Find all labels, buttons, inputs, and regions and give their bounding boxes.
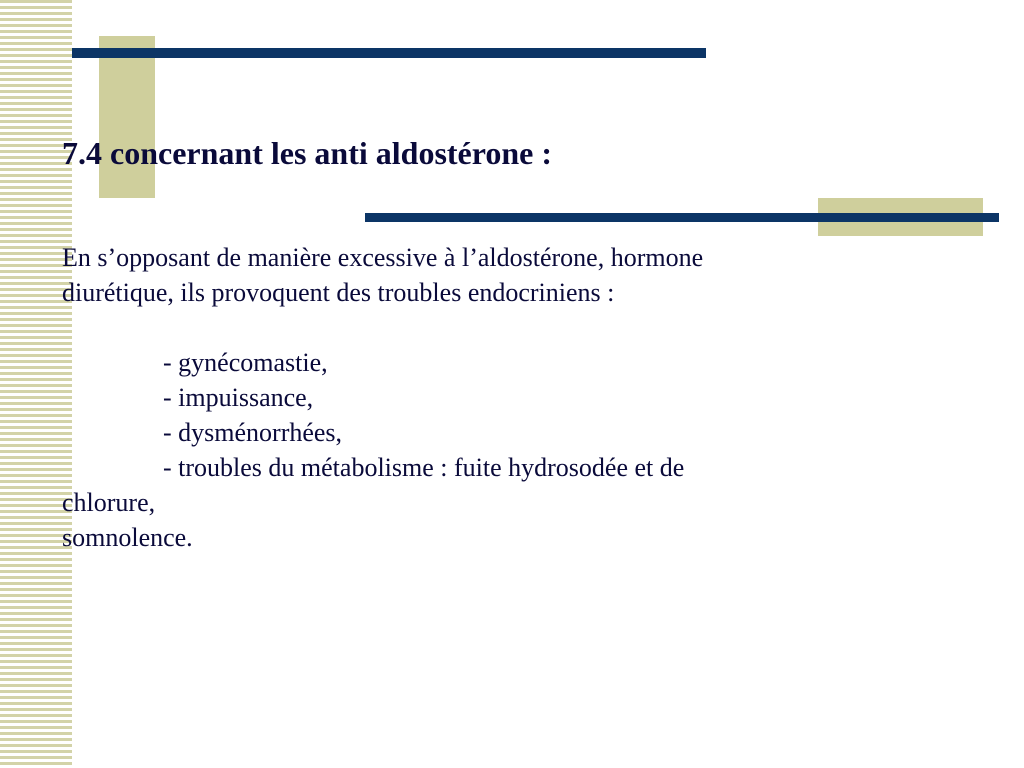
continuation-line: chlorure, bbox=[62, 488, 156, 517]
decorative-navy-bar-top bbox=[72, 48, 706, 58]
list-item: - troubles du métabolisme : fuite hydrosodée et de bbox=[163, 453, 685, 482]
list-item: - dysménorrhées, bbox=[163, 418, 343, 447]
decorative-navy-bar-mid bbox=[365, 213, 999, 222]
list-item: - gynécomastie, bbox=[163, 348, 328, 377]
list-item: - impuissance, bbox=[163, 383, 314, 412]
intro-line: En s’opposant de manière excessive à l’aldostérone, hormone bbox=[62, 243, 704, 272]
decorative-olive-block-top bbox=[99, 36, 155, 198]
slide-body bbox=[62, 240, 962, 555]
blank-line bbox=[62, 310, 962, 345]
slide-title: 7.4 concernant les anti aldostérone : bbox=[62, 135, 553, 171]
continuation-line: somnolence. bbox=[62, 523, 193, 552]
intro-line: diurétique, ils provoquent des troubles endocriniens : bbox=[62, 278, 615, 307]
